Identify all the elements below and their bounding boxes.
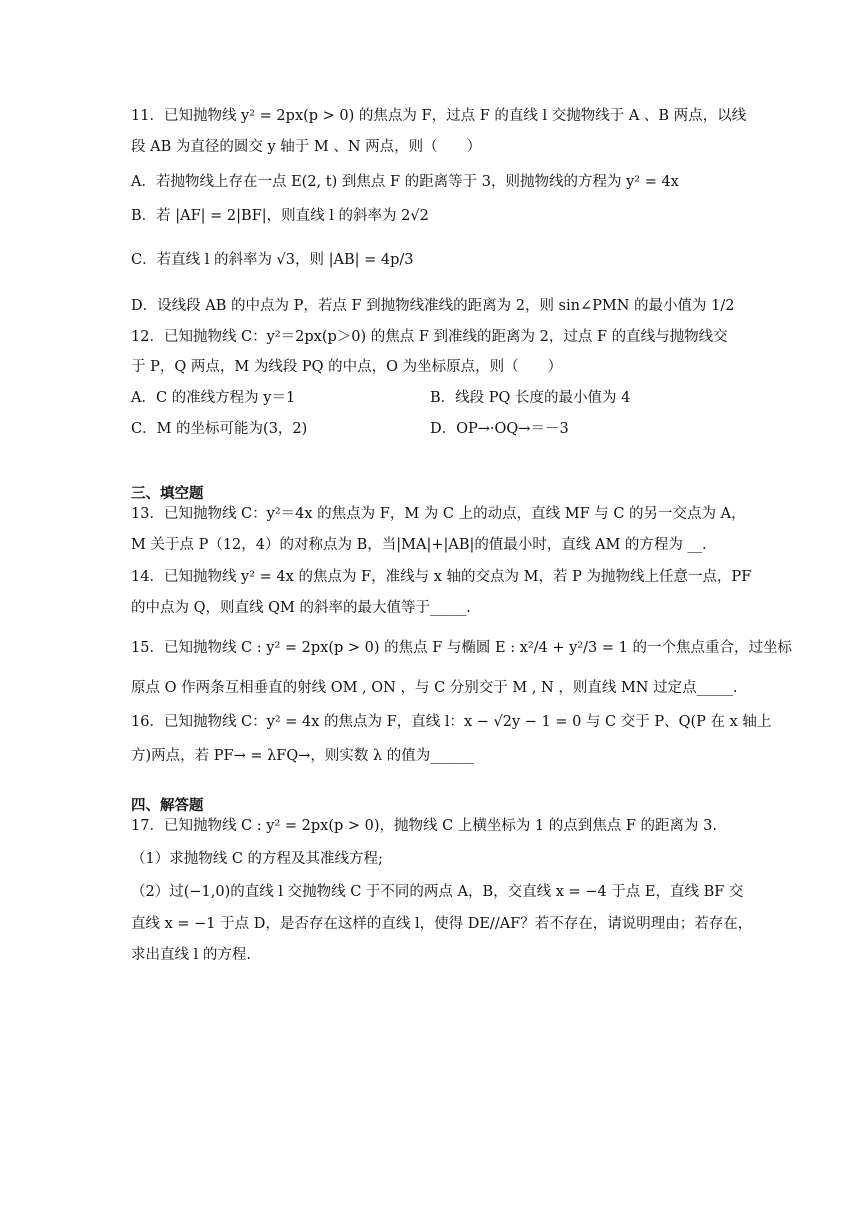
q17-part2-line3: 求出直线 l 的方程. — [131, 947, 251, 963]
q14-line1: 14．已知抛物线 y² = 4x 的焦点为 F，准线与 x 轴的交点为 M，若 P 为抛物线上任意一点，PF — [131, 569, 752, 585]
q12-stem-line1: 12．已知抛物线 C：y²＝2px(p＞0) 的焦点 F 到准线的距离为 2，过点 F 的直线与抛物线交 — [131, 329, 728, 345]
q14-line2: 的中点为 Q，则直线 QM 的斜率的最大值等于_____. — [131, 600, 471, 616]
q17-part1: （1）求抛物线 C 的方程及其准线方程; — [131, 851, 383, 867]
q16-line2: 方)两点，若 PF→ = λFQ→，则实数 λ 的值为______ — [131, 748, 474, 764]
q12-option-a: A．C 的准线方程为 y＝1 — [131, 390, 296, 406]
q11-option-a: A．若抛物线上存在一点 E(2, t) 到焦点 F 的距离等于 3，则抛物线的方程为 y² = 4x — [131, 174, 679, 190]
q15-line1: 15．已知抛物线 C : y² = 2px(p > 0) 的焦点 F 与椭圆 E : x²/4 + y²/3 = 1 的一个焦点重合，过坐标 — [131, 640, 792, 656]
q13-line2: M 关于点 P（12，4）的对称点为 B，当|MA|+|AB|的值最小时，直线 AM 的方程为 __. — [131, 537, 707, 553]
q17-line1: 17．已知抛物线 C : y² = 2px(p > 0)，抛物线 C 上横坐标为 1 的点到焦点 F 的距离为 3. — [131, 818, 717, 834]
section-heading-answer: 四、解答题 — [131, 798, 204, 814]
q13-line1: 13．已知抛物线 C：y²＝4x 的焦点为 F，M 为 C 上的动点，直线 MF 与 C 的另一交点为 A， — [131, 506, 746, 522]
q15-line2: 原点 O 作两条互相垂直的射线 OM , ON ，与 C 分别交于 M , N ，则直线 MN 过定点_____. — [131, 680, 738, 696]
q12-stem-line2: 于 P，Q 两点，M 为线段 PQ 的中点，O 为坐标原点，则（ ） — [131, 359, 563, 375]
q11-stem-line2: 段 AB 为直径的圆交 y 轴于 M 、N 两点，则（ ） — [131, 139, 482, 155]
q11-option-d: D．设线段 AB 的中点为 P，若点 F 到抛物线准线的距离为 2，则 sin∠PMN 的最小值为 1/2 — [131, 298, 735, 314]
q11-stem-line1: 11．已知抛物线 y² = 2px(p > 0) 的焦点为 F，过点 F 的直线 l 交抛物线于 A 、B 两点，以线 — [131, 108, 747, 124]
q16-line1: 16．已知抛物线 C：y² = 4x 的焦点为 F，直线 l：x − √2y − 1 = 0 与 C 交于 P、Q(P 在 x 轴上 — [131, 714, 772, 730]
q17-part2-line1: （2）过(−1,0)的直线 l 交抛物线 C 于不同的两点 A，B，交直线 x = −4 于点 E，直线 BF 交 — [131, 884, 744, 900]
q12-option-b: B．线段 PQ 长度的最小值为 4 — [430, 390, 631, 406]
q12-option-c: C．M 的坐标可能为(3，2) — [131, 421, 308, 437]
q11-option-b: B．若 |AF| = 2|BF|，则直线 l 的斜率为 2√2 — [131, 208, 429, 224]
q11-option-c: C．若直线 l 的斜率为 √3，则 |AB| = 4p/3 — [131, 252, 414, 268]
q12-option-d: D．OP→·OQ→＝－3 — [430, 421, 569, 437]
q17-part2-line2: 直线 x = −1 于点 D，是否存在这样的直线 l，使得 DE//AF？若不存在，请说明理由；若存在， — [131, 916, 753, 932]
section-heading-fill-in: 三、填空题 — [131, 486, 204, 502]
